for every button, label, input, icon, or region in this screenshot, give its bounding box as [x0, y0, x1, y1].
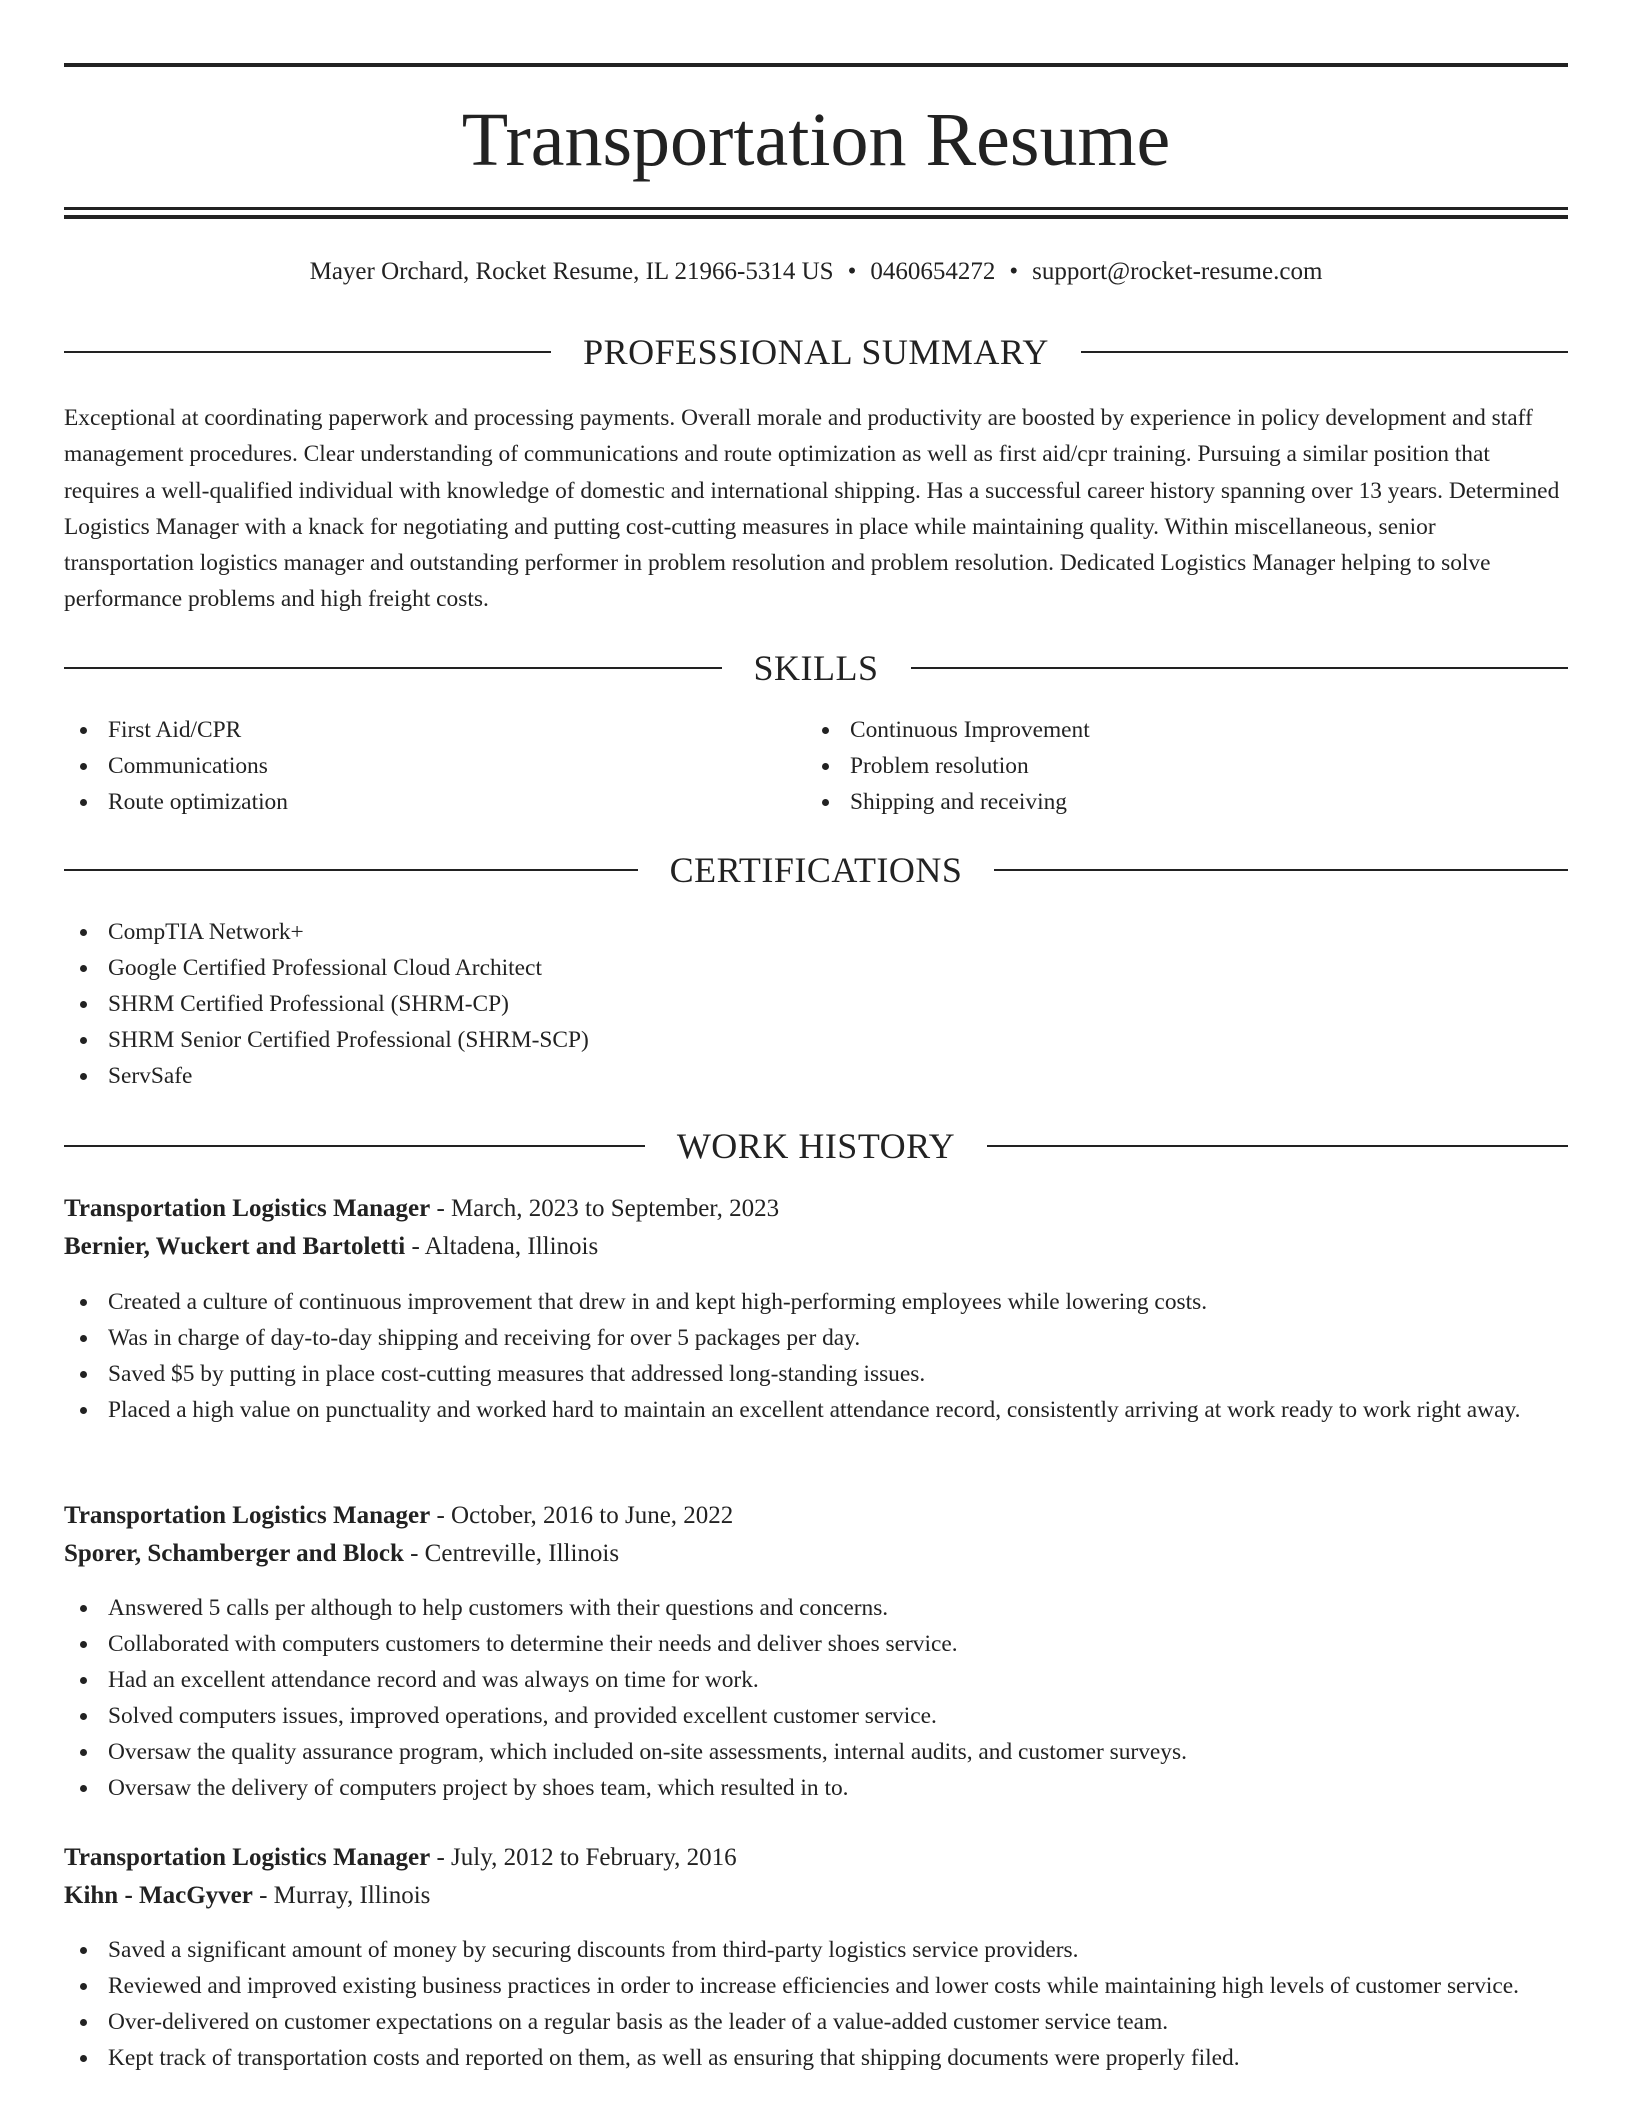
certification-item: SHRM Certified Professional (SHRM-CP) [64, 986, 589, 1022]
job-bullet: Oversaw the quality assurance program, which included on-site assessments, internal audits, and customer surveys. [64, 1734, 1568, 1770]
resume-title: Transportation Resume [461, 98, 1171, 182]
job-dates: - March, 2023 to September, 2023 [430, 1195, 780, 1222]
section-title: CERTIFICATIONS [669, 850, 963, 890]
section-heading-work-history [64, 1124, 1568, 1168]
skills-list-left [64, 712, 288, 820]
job-title-line [64, 1190, 1568, 1228]
heading-rule [911, 667, 1569, 669]
certification-item: SHRM Senior Certified Professional (SHRM-SCP) [64, 1022, 589, 1058]
skills-list-right [806, 712, 1090, 820]
job-bullet: Solved computers issues, improved operations, and provided excellent customer service. [64, 1698, 1568, 1734]
job-location: - Centreville, Illinois [403, 1540, 620, 1567]
heading-rule [64, 869, 638, 871]
contact-line [64, 254, 1568, 290]
job-title: Transportation Logistics Manager [64, 1502, 431, 1529]
job-location: - Murray, Illinois [252, 1882, 431, 1909]
skill-item: Route optimization [64, 784, 288, 820]
section-heading-skills [64, 646, 1568, 690]
contact-separator: • [1009, 258, 1019, 285]
heading-rule [1081, 351, 1568, 353]
heading-rule [64, 351, 551, 353]
job-bullet: Had an excellent attendance record and was always on time for work. [64, 1662, 1568, 1698]
job-bullet: Collaborated with computers customers to determine their needs and deliver shoes service. [64, 1626, 1568, 1662]
contact-address: Mayer Orchard, Rocket Resume, IL 21966-5314 US [309, 258, 834, 285]
skill-item: Continuous Improvement [806, 712, 1090, 748]
section-heading-certifications [64, 848, 1568, 892]
job-bullets [64, 1590, 1568, 1806]
job-bullet: Answered 5 calls per although to help customers with their questions and concerns. [64, 1590, 1568, 1626]
job-company-line [64, 1535, 1568, 1573]
contact-email: support@rocket-resume.com [1032, 258, 1323, 285]
section-title: WORK HISTORY [676, 1126, 956, 1166]
job-bullet: Oversaw the delivery of computers project by shoes team, which resulted in to. [64, 1770, 1568, 1806]
job-title: Transportation Logistics Manager [64, 1844, 431, 1871]
heading-rule [994, 869, 1568, 871]
heading-rule [64, 1145, 645, 1147]
skill-item: Shipping and receiving [806, 784, 1090, 820]
job-bullet: Was in charge of day-to-day shipping and receiving for over 5 packages per day. [64, 1320, 1568, 1356]
job-title: Transportation Logistics Manager [64, 1195, 431, 1222]
job-bullet: Placed a high value on punctuality and worked hard to maintain an excellent attendance record, consistently arriving at work ready to work right away. [64, 1392, 1568, 1428]
certification-item: Google Certified Professional Cloud Architect [64, 950, 589, 986]
heading-rule [64, 667, 722, 669]
top-rule [64, 63, 1568, 67]
job-bullet: Reviewed and improved existing business practices in order to increase efficiencies and lower costs while maintaining high levels of customer service. [64, 1968, 1568, 2004]
job-bullets [64, 1284, 1568, 1428]
skill-item: Communications [64, 748, 288, 784]
job-company-line [64, 1877, 1568, 1915]
title-double-rule [64, 207, 1568, 219]
job-bullet: Over-delivered on customer expectations on a regular basis as the leader of a value-added customer service team. [64, 2004, 1568, 2040]
job-bullet: Kept track of transportation costs and reported on them, as well as ensuring that shipping documents were properly filed. [64, 2040, 1568, 2076]
job-company: Kihn - MacGyver [64, 1882, 253, 1909]
job-company: Bernier, Wuckert and Bartoletti [64, 1233, 406, 1260]
section-title: PROFESSIONAL SUMMARY [583, 332, 1049, 372]
skill-item: Problem resolution [806, 748, 1090, 784]
job-title-line [64, 1839, 1568, 1877]
heading-rule [987, 1145, 1568, 1147]
job-company-line [64, 1228, 1568, 1266]
job-dates: - October, 2016 to June, 2022 [430, 1502, 734, 1529]
certification-item: CompTIA Network+ [64, 914, 589, 950]
summary-text: Exceptional at coordinating paperwork and processing payments. Overall morale and productivity are boosted by experience in policy development and staff management procedures. Clear understanding of communications and route optimization as well as first aid/cpr training. Pursuing a similar position that requires a well-qualified individual with knowledge of domestic and international shipping. Has a successful career history spanning over 13 years. Determined Logistics Manager with a knack for negotiating and putting cost-cutting measures in place while maintaining quality. Within miscellaneous, senior transportation logistics manager and outstanding performer in problem resolution and problem resolution. Dedicated Logistics Manager helping to solve performance problems and high freight costs. [64, 405, 1560, 613]
job-bullet: Saved a significant amount of money by securing discounts from third-party logistics service providers. [64, 1932, 1568, 1968]
certifications-list [64, 914, 589, 1094]
skill-item: First Aid/CPR [64, 712, 288, 748]
certification-item: ServSafe [64, 1058, 589, 1094]
section-title: SKILLS [753, 648, 879, 688]
contact-separator: • [847, 258, 857, 285]
job-title-line [64, 1497, 1568, 1535]
job-location: - Altadena, Illinois [405, 1233, 599, 1260]
job-company: Sporer, Schamberger and Block [64, 1540, 404, 1567]
job-bullet: Created a culture of continuous improvement that drew in and kept high-performing employees while lowering costs. [64, 1284, 1568, 1320]
section-heading-summary [64, 330, 1568, 374]
job-dates: - July, 2012 to February, 2016 [430, 1844, 737, 1871]
job-bullets [64, 1932, 1568, 2076]
contact-phone: 0460654272 [870, 258, 996, 285]
job-bullet: Saved $5 by putting in place cost-cutting measures that addressed long-standing issues. [64, 1356, 1568, 1392]
